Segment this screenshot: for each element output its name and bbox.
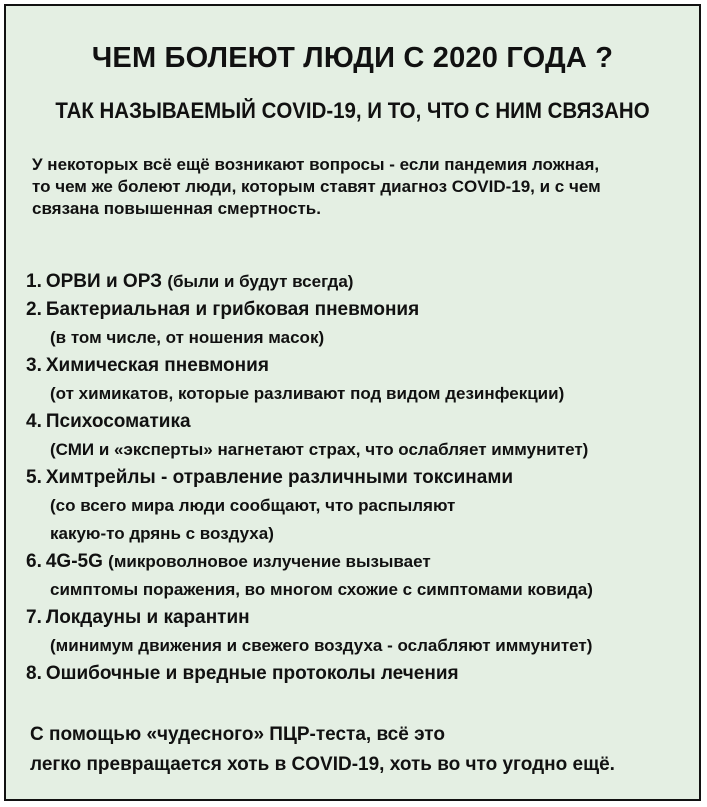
list-item <box>26 548 686 576</box>
list-item <box>26 660 686 688</box>
list-item <box>26 408 686 436</box>
item-note: (микроволновое излучение вызывает <box>108 552 431 571</box>
item-detail: (минимум движения и свежего воздуха - ослабляют иммунитет) <box>50 636 593 655</box>
item-title: Ошибочные и вредные протоколы лечения <box>45 663 459 684</box>
footer-line: С помощью «чудесного» ПЦР-теста, всё это <box>30 724 445 745</box>
item-detail: (со всего мира люди сообщают, что распыляют <box>50 496 456 515</box>
item-title: Локдауны и карантин <box>45 607 250 628</box>
item-detail: (в том числе, от ношения масок) <box>50 328 325 347</box>
item-detail: какую-то дрянь с воздуха) <box>50 524 274 543</box>
item-number: 6. <box>26 551 42 572</box>
item-title: Психосоматика <box>45 411 191 432</box>
footer-paragraph <box>30 720 690 780</box>
list-item <box>26 296 686 324</box>
item-detail: симптомы поражения, во многом схожие с симптомами ковида) <box>50 580 593 599</box>
item-number: 3. <box>26 355 42 376</box>
list-item <box>26 604 686 632</box>
page-subtitle: ТАК НАЗЫВАЕМЫЙ COVID-19, И ТО, ЧТО С НИМ СВЯЗАНО <box>55 98 650 123</box>
intro-paragraph <box>32 154 682 220</box>
item-number: 1. <box>26 271 42 292</box>
item-title: Химическая пневмония <box>45 355 269 376</box>
item-note: (были и будут всегда) <box>167 272 354 291</box>
list-item <box>26 268 686 296</box>
item-number: 8. <box>26 663 42 684</box>
item-number: 5. <box>26 467 42 488</box>
item-number: 2. <box>26 299 42 320</box>
list-item <box>26 352 686 380</box>
item-title: Химтрейлы - отравление различными токсинами <box>45 467 514 488</box>
item-title: Бактериальная и грибковая пневмония <box>45 299 420 320</box>
item-number: 4. <box>26 411 42 432</box>
item-title: ОРВИ и ОРЗ <box>45 271 163 292</box>
intro-line: то чем же болеют люди, которым ставят диагноз COVID-19, и с чем <box>32 177 601 196</box>
infographic-panel <box>4 4 701 801</box>
item-number: 7. <box>26 607 42 628</box>
item-detail: (СМИ и «эксперты» нагнетают страх, что ослабляет иммунитет) <box>50 440 589 459</box>
item-title: 4G-5G <box>45 551 103 572</box>
intro-line: связана повышенная смертность. <box>32 199 321 218</box>
list-item <box>26 464 686 492</box>
page-title: ЧЕМ БОЛЕЮТ ЛЮДИ С 2020 ГОДА ? <box>91 42 614 74</box>
causes-list <box>26 268 686 688</box>
item-detail: (от химикатов, которые разливают под видом дезинфекции) <box>50 384 565 403</box>
intro-line: У некоторых всё ещё возникают вопросы - если пандемия ложная, <box>32 155 600 174</box>
footer-line: легко превращается хоть в COVID-19, хоть во что угодно ещё. <box>30 754 615 775</box>
